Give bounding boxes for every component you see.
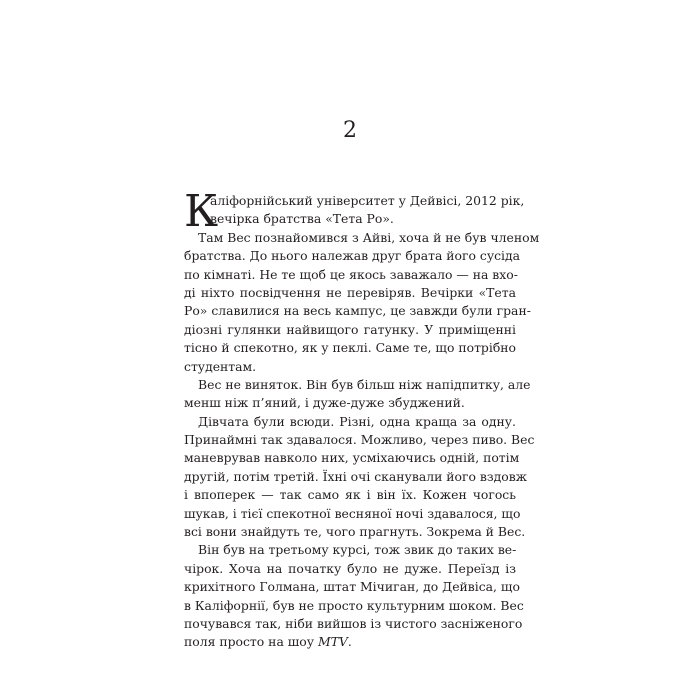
text-line: братства. До нього належав друг брата його сусіда bbox=[184, 248, 521, 264]
text-line: і впоперек — так само як і він їх. Кожен чогось bbox=[184, 487, 516, 503]
text-line: почувався так, ніби вийшов із чистого засніженого bbox=[184, 615, 523, 631]
paragraph-start-line: Там Вес познайомився з Айві, хоча й не був членом bbox=[198, 229, 540, 245]
text-line: менш ніж п’яний, і дуже-дуже збуджений. bbox=[184, 395, 465, 411]
text-line: всі вони знайдуть те, чого прагнуть. Зокрема й Вес. bbox=[184, 524, 526, 540]
text-line: в Каліфорнії, був не просто культурним шоком. Вес bbox=[184, 597, 524, 613]
chapter-text bbox=[184, 186, 540, 652]
last-text-line bbox=[184, 633, 516, 651]
text-line: маневрував навколо них, усміхаючись одній, потім bbox=[184, 450, 520, 466]
text-line: чірок. Хоча на початку було не дуже. Переїзд із bbox=[184, 560, 516, 576]
paragraph-start-line: Вес не виняток. Він був більш ніж напідпитку, але bbox=[198, 376, 531, 392]
text-line: Принаймні так здавалося. Можливо, через пиво. Вес bbox=[184, 432, 535, 448]
text-line: діозні гулянки найвищого гатунку. У приміщенні bbox=[184, 321, 516, 337]
italic-show-name: MTV bbox=[317, 634, 348, 650]
text-line: крихітного Голмана, штат Мічиган, до Дейвіса, що bbox=[184, 579, 520, 595]
chapter-number: 2 bbox=[343, 118, 357, 143]
text-line: вечірка братства «Тета Ро». bbox=[210, 211, 394, 227]
paragraph-start-line: Дівчата були всюди. Різні, одна краща за одну. bbox=[198, 413, 516, 429]
text-line: аліфорнійський університет у Дейвісі, 2012 рік, bbox=[210, 193, 525, 208]
text-line: ді ніхто посвідчення не перевіряв. Вечірки «Тета bbox=[184, 284, 516, 300]
text-segment: . bbox=[347, 634, 352, 650]
text-line: другій, потім третій. Їхні очі сканували його вздовж bbox=[184, 468, 528, 484]
text-line: студентам. bbox=[184, 358, 257, 374]
text-line: по кімнаті. Не те щоб це якось заважало — на вхо- bbox=[184, 266, 518, 282]
text-line: Ро» славилися на весь кампус, це завжди були гран- bbox=[184, 303, 531, 319]
text-line: шукав, і тієї спекотної весняної ночі здавалося, що bbox=[184, 505, 521, 521]
text-line: тісно й спекотно, як у пеклі. Саме те, що потрібно bbox=[184, 340, 516, 356]
drop-cap: К bbox=[184, 186, 219, 237]
text-segment: поля просто на шоу bbox=[184, 634, 318, 650]
paragraph-start-line: Він був на третьому курсі, тож звик до таких ве- bbox=[198, 542, 517, 558]
